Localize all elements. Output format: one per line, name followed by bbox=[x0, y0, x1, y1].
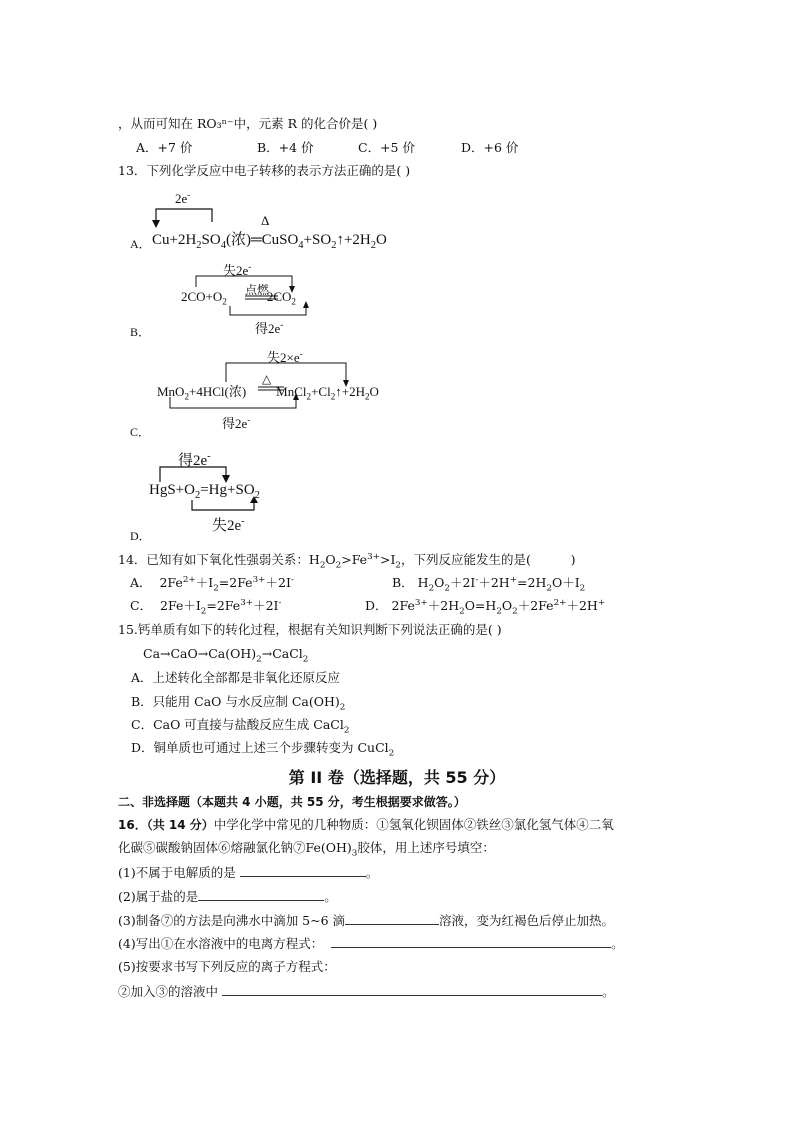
q15-chain: $Ca\to CaO\to Ca(OH)_2\to CaCl_2$ bbox=[143, 646, 309, 665]
q15-stem: 15.钙单质有如下的转化过程，根据有关知识判断下列说法正确的是( ) bbox=[118, 622, 502, 637]
q13-d-label: D． bbox=[130, 529, 151, 543]
section-heading: 二、非选择题（本题共 4 小题，共 55 分，考生根据要求做答。） bbox=[118, 795, 466, 809]
q13-d-equation: $HgS+O_2=Hg+SO_2$ bbox=[149, 482, 260, 501]
q13-b-equation: $2CO+O_2$ $2CO_2$ bbox=[181, 289, 296, 307]
q14-option-a: A． $2Fe^{2+}+I_2=2Fe^{3+}+2I^-$ bbox=[130, 574, 294, 594]
q16-part2-text: (2)属于盐的是 bbox=[118, 889, 199, 904]
q14-option-d: D． $2Fe^{3+}+2H_2O=H_2O_2+2Fe^{2+}+2H^+$ bbox=[365, 597, 606, 617]
q16-part6-text: ②加入③的溶液中 bbox=[118, 984, 219, 999]
q16-intro-line2: 化碳⑤碳酸钠固体⑥熔融氯化钠$⑦Fe(OH)_3$胶体，用上述序号填空： bbox=[118, 840, 495, 859]
q12-option-b: B．+4 价 bbox=[257, 140, 314, 155]
q16-part1 bbox=[118, 864, 378, 881]
q14-option-b: B． $H_2O_2+2I^-+2H^+=2H_2O+I_2$ bbox=[392, 574, 586, 594]
q15-option-c: C．CaO 可直接与盐酸反应生成 CaCl$_2$ bbox=[131, 717, 350, 736]
q13-a-condition: Δ bbox=[261, 213, 270, 228]
q16-part3 bbox=[118, 912, 614, 929]
q16-part2 bbox=[118, 888, 337, 905]
q13-c-equation: MnO$_2$+4HCl(浓) $MnCl_2+Cl_2↑+2H_2O$ bbox=[157, 384, 379, 402]
q16-part1-blank[interactable] bbox=[240, 864, 366, 877]
q14-option-c: C． $2Fe+I_2=2Fe^{3+}+2I^-$ bbox=[130, 597, 282, 617]
q12-option-d: D．+6 价 bbox=[461, 140, 519, 155]
q15-option-b: B．只能用 CaO 与水反应制 $Ca(OH)_2$ bbox=[131, 694, 346, 713]
q16-intro bbox=[118, 817, 614, 833]
q16-number: 16．（共 14 分） bbox=[118, 818, 214, 832]
q16-intro-text: 中学化学中常见的几种物质：①氢氧化钡固体②铁丝③氯化氢气体④二氧 bbox=[213, 817, 614, 832]
q15-option-a: A．上述转化全部都是非氧化还原反应 bbox=[131, 670, 341, 685]
q12-option-c: C．+5 价 bbox=[358, 140, 415, 155]
q13-c-bottom-arrow-label: 得2e- bbox=[222, 414, 251, 431]
q13-c-top-arrow-label: 失2×e- bbox=[267, 348, 303, 365]
q16-part5: (5)按要求书写下列反应的离子方程式： bbox=[118, 959, 336, 974]
q13-d-bottom-arrow-label: 失2e- bbox=[212, 516, 245, 534]
q16-part2-end: 。 bbox=[324, 889, 337, 904]
q16-part2-blank[interactable] bbox=[198, 888, 324, 901]
q13-b-label: B． bbox=[130, 325, 151, 339]
q16-part6-end: 。 bbox=[602, 984, 615, 999]
q15-option-d: D．铜单质也可通过上述三个步骤转变为 CuCl$_2$ bbox=[131, 740, 395, 759]
q13-b-condition: 点燃 bbox=[245, 283, 270, 297]
q16-part3-text: (3)制备⑦的方法是向沸水中滴加 5~6 滴 bbox=[118, 913, 346, 928]
q16-part1-text: (1)不属于电解质的是 bbox=[118, 865, 236, 880]
q16-part3-blank[interactable] bbox=[345, 912, 439, 925]
q13-d-top-arrow-label: 得2e- bbox=[178, 451, 211, 469]
q16-part4-text: (4)写出①在水溶液中的电离方程式： bbox=[118, 936, 324, 951]
q16-part4-blank[interactable] bbox=[331, 935, 611, 948]
q14-stem: 14．已知有如下氧化性强弱关系：$H_2O_2>Fe^{3+}>I_2$，下列反应能发生的是( ) bbox=[118, 551, 576, 571]
q16-part4 bbox=[118, 935, 624, 952]
q12-option-a: A．+7 价 bbox=[136, 140, 193, 155]
q16-part1-end: 。 bbox=[365, 865, 379, 880]
q12-stem: ，从而可知在 RO₃ⁿ⁻中，元素 R 的化合价是( ) bbox=[118, 116, 378, 131]
q16-part6-blank[interactable] bbox=[222, 983, 602, 996]
q16-part4-end: 。 bbox=[611, 936, 624, 951]
q13-a-top-arrow-label: 2e- bbox=[175, 189, 191, 206]
q13-b-top-arrow-label: 失2e- bbox=[223, 261, 252, 278]
q16-part6 bbox=[118, 983, 615, 1000]
q13-b-bottom-arrow-label: 得2e- bbox=[255, 319, 284, 336]
q16-part3-text2: 溶液，变为红褐色后停止加热。 bbox=[439, 913, 615, 928]
q13-c-label: C． bbox=[130, 425, 151, 439]
q13-a-label: A． bbox=[130, 237, 151, 251]
section-title: 第 II 卷（选择题，共 55 分） bbox=[288, 768, 506, 787]
q13-stem: 13．下列化学反应中电子转移的表示方法正确的是( ) bbox=[118, 163, 411, 178]
q13-c-condition: △ bbox=[262, 372, 272, 386]
q13-a-equation: $Cu+2H_2SO_4$(浓)$═CuSO_4+SO_2↑+2H_2O$ bbox=[152, 232, 387, 251]
